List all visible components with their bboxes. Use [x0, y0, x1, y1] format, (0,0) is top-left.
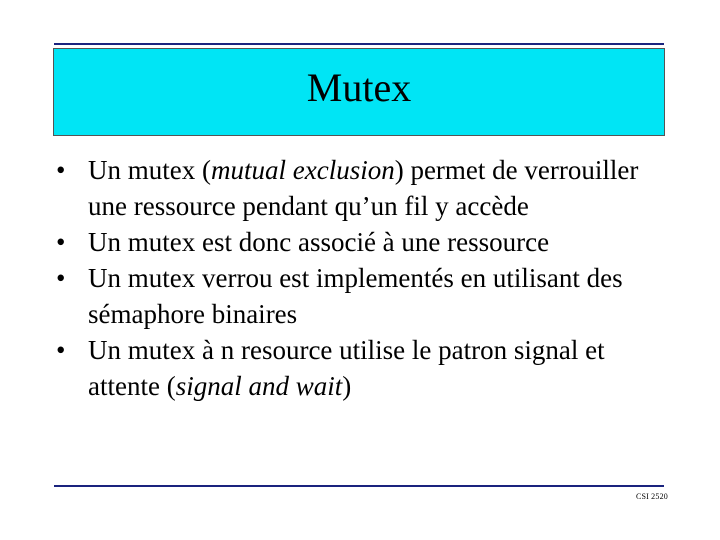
bullet-item — [56, 224, 676, 260]
bullet-text-tail: ) — [342, 371, 352, 401]
bullet-text: Un mutex verrou est implementés en utilisant des sémaphore binaires — [88, 263, 623, 329]
slide-title: Mutex — [306, 65, 412, 110]
bottom-rule — [54, 485, 664, 487]
bullet-item — [56, 260, 676, 332]
bullet-text-tail: ) permet de verrouiller une ressource pendant qu’un fil y accède — [88, 155, 639, 221]
bullet-text: Un mutex à n resource utilise le patron signal et attente ( — [88, 335, 605, 401]
title-box — [53, 48, 665, 136]
bullet-text: Un mutex ( — [88, 155, 211, 185]
bullet-icon: • — [56, 227, 66, 257]
bullet-item — [56, 152, 676, 224]
footer-course-code: CSI 2520 — [635, 492, 668, 501]
bullet-emphasis: mutual exclusion — [210, 155, 395, 185]
bullet-emphasis: signal and wait — [175, 371, 343, 401]
bullet-item — [56, 332, 676, 404]
bullet-list — [56, 152, 676, 404]
bullet-icon: • — [56, 155, 66, 185]
bullet-icon: • — [56, 335, 66, 365]
bullet-text: Un mutex est donc associé à une ressource — [88, 227, 550, 257]
bullet-icon: • — [56, 263, 66, 293]
top-rule — [54, 43, 664, 45]
